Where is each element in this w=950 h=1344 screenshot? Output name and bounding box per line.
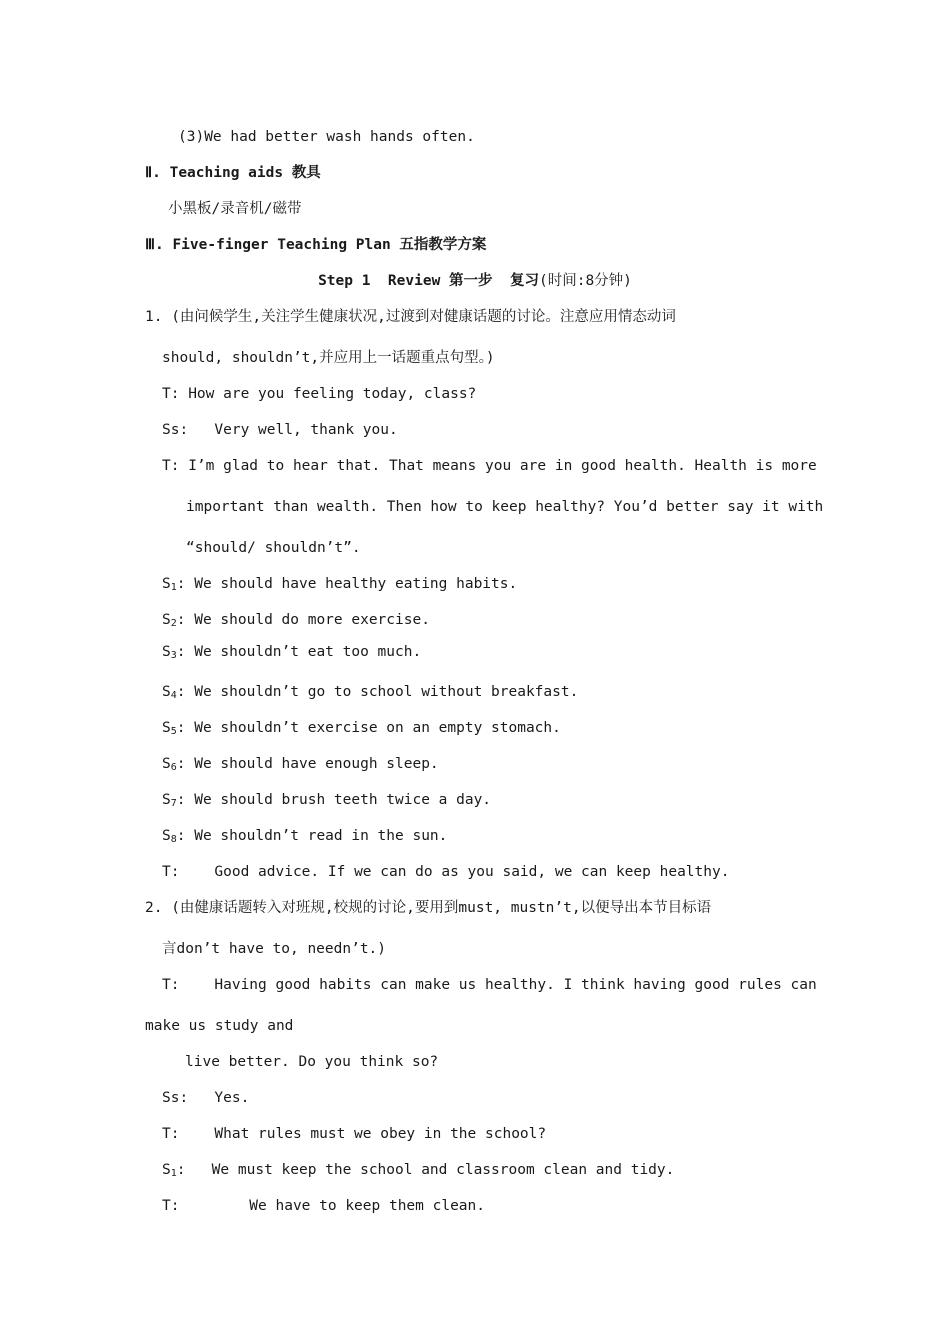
part2-teacher-reply: T: We have to keep them clean. [162,1198,486,1214]
dialog-line [162,791,491,813]
line-text: : We shouldn’t eat too much. [176,644,422,660]
speaker-number: 7 [170,798,177,809]
part2-student1-line [162,1161,674,1183]
part2-teacher-line-c: live better. Do you think so? [185,1054,439,1070]
dialog-line [162,643,421,665]
speaker-number: 3 [170,650,177,661]
speaker-number: 1 [170,582,177,593]
speaker-label: S [162,828,171,844]
line-text: : We shouldn’t exercise on an empty stomach. [176,720,561,736]
speaker-label: S [162,684,171,700]
speaker-number: 5 [170,726,177,737]
dialog-line [162,827,447,849]
dialog-line [162,575,517,597]
step1-title [0,272,950,290]
part2-teacher-line-b: make us study and [145,1018,294,1034]
speaker-number: 6 [170,762,177,773]
line-text: : We should have healthy eating habits. [176,576,518,592]
dialog-line [162,863,729,881]
line-text: important than wealth. Then how to keep healthy? You’d better say it with [186,499,824,515]
dialog-line [162,385,476,403]
part2-intro-b: 言don’t have to, needn’t.) [162,941,387,957]
speaker-number: 4 [170,690,177,701]
objective-3: (3)We had better wash hands often. [178,129,475,145]
step1-time: (时间:8分钟) [538,273,632,289]
dialog-line [162,719,561,741]
speaker-number: 2 [170,618,177,629]
speaker-label: S [162,1162,171,1178]
teaching-aids-list: 小黑板/录音机/磁带 [168,201,302,217]
dialog-line [162,755,439,777]
line-text: I’m glad to hear that. That means you are in good health. Health is more [179,458,817,474]
speaker-number: 1 [170,1168,177,1179]
speaker-label: S [162,756,171,772]
part1-intro-a: 1. (由问候学生,关注学生健康状况,过渡到对健康话题的讨论。注意应用情态动词 [145,309,676,325]
speaker-label: Ss: [162,422,189,438]
dialog-line [162,683,578,705]
line-text: : We shouldn’t go to school without breakfast. [176,684,579,700]
speaker-label: T: [162,458,180,474]
speaker-label: S [162,720,171,736]
line-text: : We must keep the school and classroom clean and tidy. [176,1162,675,1178]
dialog-line [162,457,817,475]
part2-students-line: Ss: Yes. [162,1090,250,1106]
dialog-line [162,421,398,439]
line-text: Very well, thank you. [188,422,398,438]
speaker-label: T: [162,386,180,402]
line-text: “should/ shouldn’t”. [186,540,361,556]
line-text: : We should brush teeth twice a day. [176,792,492,808]
speaker-number: 8 [170,834,177,845]
dialog-line [186,498,823,516]
line-text: Good advice. If we can do as you said, we can keep healthy. [179,864,730,880]
step1-title-text: Step 1 Review 第一步 复习 [318,273,539,289]
line-text: : We shouldn’t read in the sun. [176,828,448,844]
speaker-label: T: [162,864,180,880]
line-text: : We should do more exercise. [176,612,430,628]
part2-teacher-line-a: T: Having good habits can make us healthy. I think having good rules can [162,977,817,993]
line-text: How are you feeling today, class? [179,386,477,402]
part2-teacher-question: T: What rules must we obey in the school? [162,1126,547,1142]
section3-heading: Ⅲ. Five-finger Teaching Plan 五指教学方案 [145,237,487,253]
line-text: : We should have enough sleep. [176,756,439,772]
section2-heading: Ⅱ. Teaching aids 教具 [145,165,321,181]
part1-intro-b: should, shouldn’t,并应用上一话题重点句型。) [162,350,495,366]
speaker-label: S [162,612,171,628]
dialog-line [162,611,430,633]
speaker-label: S [162,792,171,808]
part2-intro-a: 2. (由健康话题转入对班规,校规的讨论,要用到must, mustn’t,以便导出本节目标语 [145,900,712,916]
speaker-label: S [162,644,171,660]
dialog-line [186,539,361,557]
speaker-label: S [162,576,171,592]
